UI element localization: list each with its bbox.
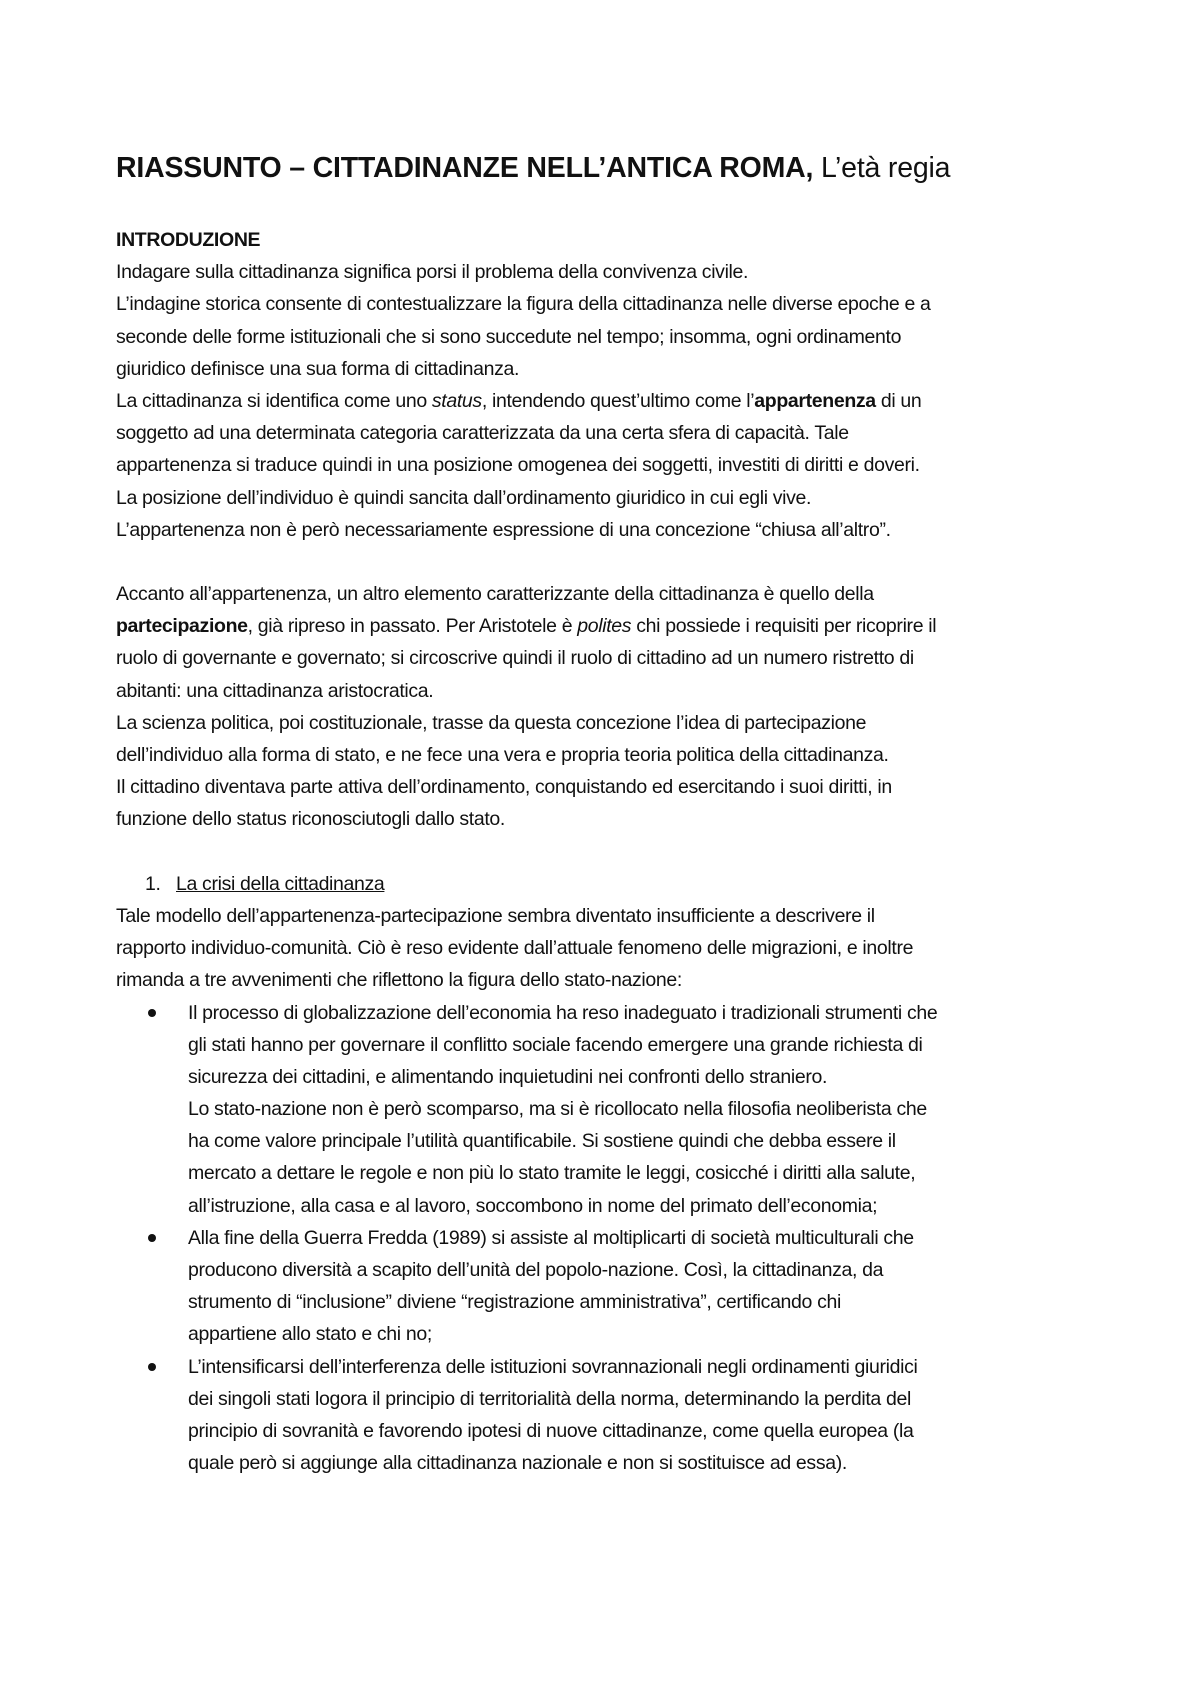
section-1-heading <box>116 868 1096 900</box>
intro-paragraph-2 <box>116 385 1096 546</box>
text-line: La posizione dell’individuo è quindi sancita dall’ordinamento giuridico in cui egli vive. <box>116 486 812 509</box>
status-term: status <box>431 389 482 412</box>
bullet-icon <box>148 1009 156 1017</box>
text-line: L’indagine storica consente di contestualizzare la figura della cittadinanza nelle diverse epoche e a <box>116 293 931 316</box>
text-line: quale però si aggiunge alla cittadinanza nazionale e non si sostituisce ad essa). <box>188 1452 847 1475</box>
paragraph-gap <box>116 836 1096 868</box>
polites-term: polites <box>577 615 632 638</box>
bullet-text <box>116 1222 1096 1351</box>
text-line: producono diversità a scapito dell’unità del popolo-nazione. Così, la cittadinanza, da <box>188 1259 884 1281</box>
text-line <box>116 385 1096 417</box>
document-body <box>116 224 1096 1479</box>
intro-paragraph-3 <box>116 578 1096 836</box>
text-line: appartenenza si traduce quindi in una posizione omogenea dei soggetti, investiti di diritti e doveri. <box>116 454 920 477</box>
text-line: appartiene allo stato e chi no; <box>188 1323 432 1346</box>
intro-paragraph-1 <box>116 256 1096 385</box>
text-line: funzione dello status riconosciutogli dallo stato. <box>116 808 505 831</box>
text-line: Il processo di globalizzazione dell’economia ha reso inadeguato i tradizionali strumenti che <box>188 1001 938 1024</box>
text-line: mercato a dettare le regole e non più lo stato tramite le leggi, cosicché i diritti alla salute, <box>188 1162 916 1185</box>
text-line: rimanda a tre avvenimenti che riflettono la figura dello stato-nazione: <box>116 969 682 992</box>
text-line: Indagare sulla cittadinanza significa porsi il problema della convivenza civile. <box>116 261 749 284</box>
bullet-icon <box>148 1363 156 1371</box>
bullet-item <box>116 1222 1096 1351</box>
text-line: Alla fine della Guerra Fredda (1989) si assiste al moltiplicarti di società multiculturali che <box>188 1226 914 1249</box>
text-line: L’appartenenza non è però necessariamente espressione di una concezione “chiusa all’altro”. <box>116 518 891 541</box>
paragraph-gap <box>116 546 1096 578</box>
text-line: Il cittadino diventava parte attiva dell’ordinamento, conquistando ed esercitando i suoi diritti, in <box>116 776 892 799</box>
text-line: all’istruzione, alla casa e al lavoro, soccombono in nome del primato dell’economia; <box>188 1194 878 1217</box>
bullet-icon <box>148 1234 156 1242</box>
bullet-item <box>116 997 1096 1222</box>
text-run: , già ripreso in passato. Per Aristotele è <box>247 615 578 638</box>
partecipazione-term: partecipazione <box>116 615 248 638</box>
text-line: Tale modello dell’appartenenza-partecipazione sembra diventato insufficiente a descrivere il <box>116 904 875 927</box>
title-rest: L’età regia <box>813 152 951 184</box>
text-line: principio di sovranità e favorendo ipotesi di nuove cittadinanze, come quella europea (la <box>188 1419 914 1442</box>
text-line: giuridico definisce una sua forma di cittadinanza. <box>116 357 520 380</box>
text-line: seconde delle forme istituzionali che si sono succedute nel tempo; insomma, ogni ordinamento <box>116 325 902 348</box>
text-line: Accanto all’appartenenza, un altro elemento caratterizzante della cittadinanza è quello della <box>116 583 874 606</box>
section-1-intro <box>116 900 1096 997</box>
bullet-text <box>116 997 1096 1222</box>
text-line: dei singoli stati logora il principio di territorialità della norma, determinando la perdita del <box>188 1387 911 1410</box>
text-line <box>116 610 1096 642</box>
title-bold: RIASSUNTO – CITTADINANZE NELL’ANTICA ROMA, <box>116 152 814 184</box>
document-title <box>116 148 1096 188</box>
text-line: L’intensificarsi dell’interferenza delle istituzioni sovrannazionali negli ordinamenti giuridici <box>188 1355 918 1378</box>
bullet-item <box>116 1351 1096 1480</box>
text-line: ha come valore principale l’utilità quantificabile. Si sostiene quindi che debba essere il <box>188 1130 896 1153</box>
text-line: ruolo di governante e governato; si circoscrive quindi il ruolo di cittadino ad un numero ristretto di <box>116 647 914 670</box>
text-line: abitanti: una cittadinanza aristocratica. <box>116 679 434 702</box>
text-line: strumento di “inclusione” diviene “registrazione amministrativa”, certificando chi <box>188 1291 841 1314</box>
text-run: chi possiede i requisiti per ricoprire il <box>631 615 937 638</box>
text-run: di un <box>875 389 922 412</box>
section-number: 1. <box>145 872 161 895</box>
section-title: La crisi della cittadinanza <box>176 872 385 895</box>
text-line: dell’individuo alla forma di stato, e ne fece una vera e propria teoria politica della cittadinanza. <box>116 744 889 766</box>
text-run: , intendendo quest’ultimo come l’ <box>481 389 755 412</box>
text-line: gli stati hanno per governare il conflitto sociale facendo emergere una grande richiesta di <box>188 1033 923 1056</box>
appartenenza-term: appartenenza <box>754 389 876 412</box>
text-line: rapporto individuo-comunità. Ciò è reso evidente dall’attuale fenomeno delle migrazioni, e inoltre <box>116 937 914 960</box>
bullet-text <box>116 1351 1096 1480</box>
text-line: soggetto ad una determinata categoria caratterizzata da una certa sfera di capacità. Tale <box>116 422 849 445</box>
text-run: La cittadinanza si identifica come uno <box>116 389 432 412</box>
text-line: La scienza politica, poi costituzionale, trasse da questa concezione l’idea di partecipazione <box>116 711 867 734</box>
intro-heading: INTRODUZIONE <box>116 229 261 251</box>
text-line: sicurezza dei cittadini, e alimentando inquietudini nei confronti dello straniero. <box>188 1065 828 1088</box>
text-line: Lo stato-nazione non è però scomparso, ma si è ricollocato nella filosofia neoliberista che <box>188 1098 927 1121</box>
